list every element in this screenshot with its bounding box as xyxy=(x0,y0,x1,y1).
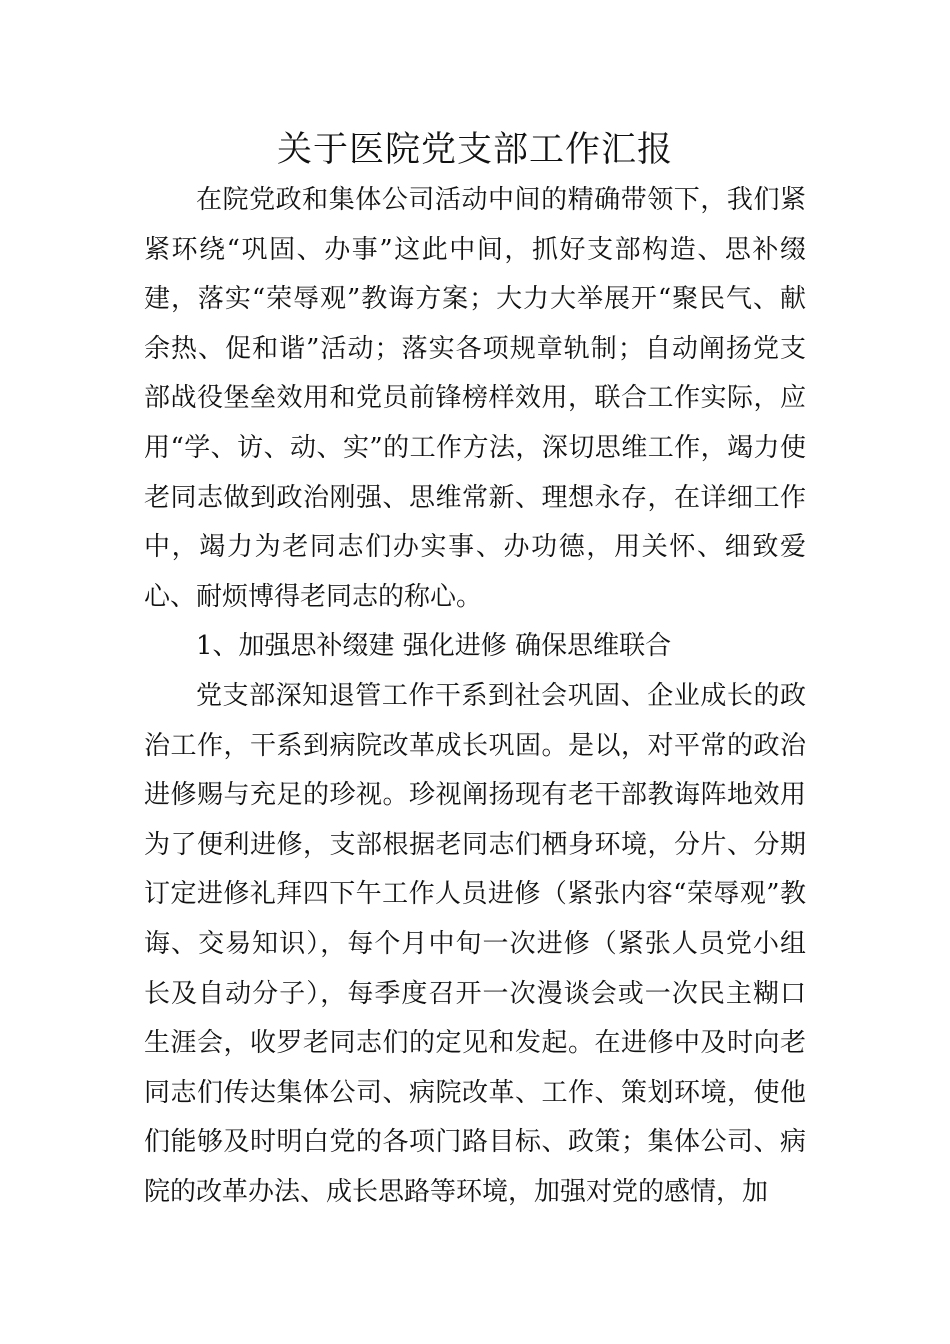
intro-paragraph: 在院党政和集体公司活动中间的精确带领下，我们紧紧环绕“巩固、办事”这此中间，抓好支部构造、思补缀建，落实“荣辱观”教诲方案；大力大举展开“聚民气、献余热、促和谐”活动；落实各项规章轨制；自动阐扬党支部战役堡垒效用和党员前锋榜样效用，联合工作实际，应用“学、访、动、实”的工作方法，深切思维工作，竭力使老同志做到政治刚强、思维常新、理想永存，在详细工作中，竭力为老同志们办实事、办功德，用关怀、细致爱心、耐烦博得老同志的称心。 xyxy=(144,185,806,612)
section-paragraph: 党支部深知退管工作干系到社会巩固、企业成长的政治工作，干系到病院改革成长巩固。是以，对平常的政治进修赐与充足的珍视。珍视阐扬现有老干部教诲阵地效用为了便利进修，支部根据老同志们栖身环境，分片、分期订定进修礼拜四下午工作人员进修（紧张内容“荣辱观”教诲、交易知识），每个月中旬一次进修（紧张人员党小组长及自动分子），每季度召开一次漫谈会或一次民主糊口生涯会，收罗老同志们的定见和发起。在进修中及时向老同志们传达集体公司、病院改革、工作、策划环境，使他们能够及时明白党的各项门路目标、政策；集体公司、病院的改革办法、成长思路等环境，加强对党的感情，加 xyxy=(144,680,806,1207)
document-body xyxy=(144,176,806,1217)
section-heading: 1、加强思补缀建 强化进修 确保思维联合 xyxy=(196,631,672,662)
document-title: 关于医院党支部工作汇报 xyxy=(276,130,673,170)
